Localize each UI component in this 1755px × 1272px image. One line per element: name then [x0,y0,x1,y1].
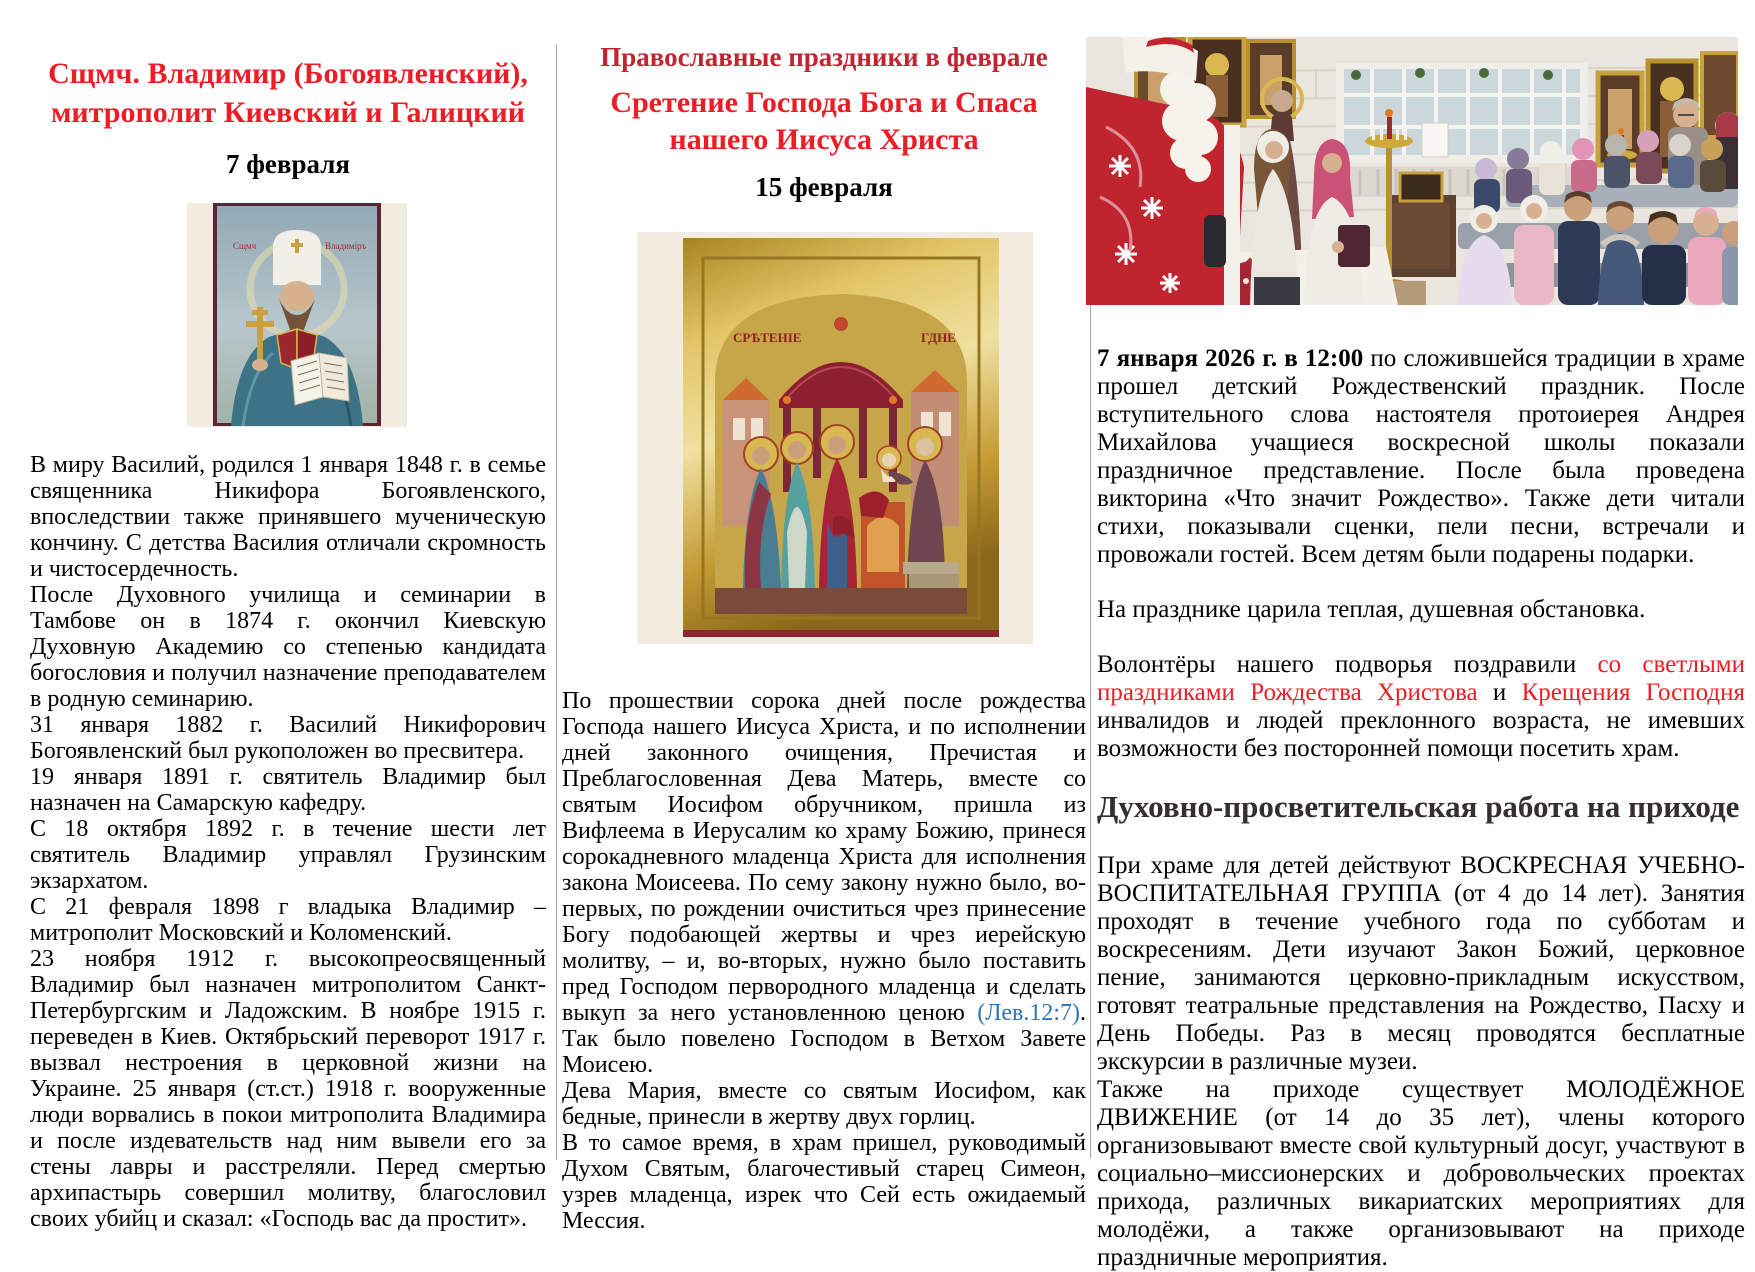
paragraph: 23 ноября 1912 г. высокопреосвященный Владимир был назначен митрополитом Санкт-Петербургским и Ладожским. В ноябре 1915 г. переведен в Киев. Октябрьский переворот 1917 г. вызвал нестроения в церковной жизни на Украине. 25 января (ст.ст.) 1918 г. вооруженные люди ворвались в покои митрополита Владимира и после издевательств над ним вывели его за стены лавры и расстреляли. Перед смертью архипастырь совершил молитву, благословил своих убийц и сказал: «Господь вас да простит». [30,946,546,1232]
left-column [30,40,546,1232]
paragraph: При храме для детей действуют ВОСКРЕСНАЯ УЧЕБНО-ВОСПИТАТЕЛЬНАЯ ГРУППА (от 4 до 14 лет). Занятия проходят в течение учебного года по субботам и воскресениям. Дети изучают Закон Божий, церковное пение, занимаются церковно-прикладным искусством, готовят театральные представления на Рождество, Пасху и День Победы. Раз в месяц проводятся бесплатные экскурсии в различные музеи. [1097,852,1745,1075]
icon-inscription-right: Владиміръ [325,241,367,251]
paragraph-text: Волонтёры нашего подворья поздравили [1097,651,1598,678]
saint-portrait-graphic [213,203,381,426]
middle-column-text [562,688,1086,1234]
paragraph [1097,651,1745,763]
left-column-title: Сщмч. Владимир (Богоявленский), митрополит Киевский и Галицкий [48,57,528,129]
paragraph: После Духовного училища и семинарии в Тамбове он в 1874 г. окончил Киевскую Духовную Академию со степенью кандидата богословия и получил назначение преподавателем в родную семинарию. [30,582,546,712]
scripture-link[interactable]: (Лев.12:7) [977,1000,1080,1026]
lead-paragraph [1097,345,1745,569]
sretenie-icon-graphic [637,232,1033,644]
red-highlight-text: со светлыми праздниками Рождества Христова [1097,651,1745,706]
middle-column-title: Сретение Господа Бога и Спаса нашего Иисуса Христа [610,86,1038,156]
paragraph-text: и [1477,679,1522,706]
left-column-text [30,452,546,1232]
icon-inscription-left: СРѢТЕНІЕ [733,330,802,345]
section-heading-spiritual-work: Духовно-просветительская работа на приходе [1097,789,1740,824]
paragraph: 31 января 1882 г. Василий Никифорович Богоявленский был рукоположен во пресвитера. [30,712,546,764]
paragraph-text: инвалидов и людей преклонного возраста, не имевших возможности без посторонней помощи посетить храм. [1097,707,1745,762]
lead-text: по сложившейся традиции в храме прошел детский Рождественский праздник. После вступительного слова настоятеля протоиерея Андрея Михайлова учащиеся воскресной школы показали праздничное представление. После была проведена викторина «Что значит Рождество». Также дети читали стихи, показывали сценки, пели песни, встречали и провожали гостей. Всем детям были подарены подарки. [1097,345,1746,568]
christmas-event-photo [1086,37,1738,305]
paragraph: В то самое время, в храм пришел, руководимый Духом Святым, благочестивый старец Симеон, узрев младенца, изрек что Сей есть ожидаемый Мессия. [562,1130,1086,1234]
paragraph: На празднике царила теплая, душевная обстановка. [1097,596,1646,623]
paragraph: Также на приходе существует МОЛОДЁЖНОЕ ДВИЖЕНИЕ (от 14 до 35 лет), члены которого организовывают вместе свой культурный досуг, участвуют в социально–миссионерских и добровольческих проектах прихода, различных викариатских мероприятиях для молодёжи, а также организовывают на приходе праздничные мероприятия. [1097,1076,1745,1271]
paragraph: С 18 октября 1892 г. в течение шести лет святитель Владимир управлял Грузинским экзархатом. [30,816,546,894]
icon-inscription-right: ГДНЕ [921,330,956,345]
saint-vladimir-icon-image [187,203,407,427]
middle-column-date: 15 февраля [755,172,893,202]
paragraph-text: По прошествии сорока дней после рождества Господа нашего Иисуса Христа, и по исполнении дней законного очищения, Пречистая и Преблагословенная Дева Матерь, вместе со святым Иосифом обручником, пришла из Вифлеема в Иерусалим ко храму Божию, принеся сорокадневного младенца Христа для исполнения закона Моисеева. По сему закону нужно было, во-первых, по рождении очиститься чрез принесение Богу подобающей жертвы и чрез иерейскую молитву, – и, во-вторых, нужно было поставить пред Господом первородного младенца и сделать выкуп за него установленною ценою [562,688,1086,1026]
middle-column-kicker: Православные праздники в феврале [600,42,1048,72]
paragraph: 19 января 1891 г. святитель Владимир был назначен на Самарскую кафедру. [30,764,546,816]
left-column-date: 7 февраля [225,149,350,179]
column-divider-left [556,44,557,1160]
floor [715,588,967,614]
altar [859,491,905,588]
sretenie-icon-image [637,232,1033,644]
red-highlight-text: Крещения Господня [1521,679,1745,706]
middle-column [562,40,1086,1234]
paragraph: В миру Василий, родился 1 января 1848 г. в семье священника Никифора Богоявленского, впоследствии также принявшего мученическую кончину. С детства Василия отличали скромность и чистосердечность. [30,452,546,582]
paragraph: С 21 февраля 1898 г владыка Владимир – митрополит Московский и Коломенский. [30,894,546,946]
right-column [1097,345,1745,1272]
wall-notice [1422,123,1448,157]
paragraph: Дева Мария, вместе со святым Иосифом, как бедные, принесли в жертву двух горлиц. [562,1078,1086,1130]
lead-date-bold: 7 января 2026 г. в 12:00 [1097,345,1364,372]
christmas-event-photo-graphic [1086,37,1738,305]
paragraph-text: . Так было повелено Господом в Ветхом Завете Моисею. [562,1000,1086,1078]
paragraph [562,688,1086,1078]
icon-inscription-left: Сщмч [233,241,257,251]
